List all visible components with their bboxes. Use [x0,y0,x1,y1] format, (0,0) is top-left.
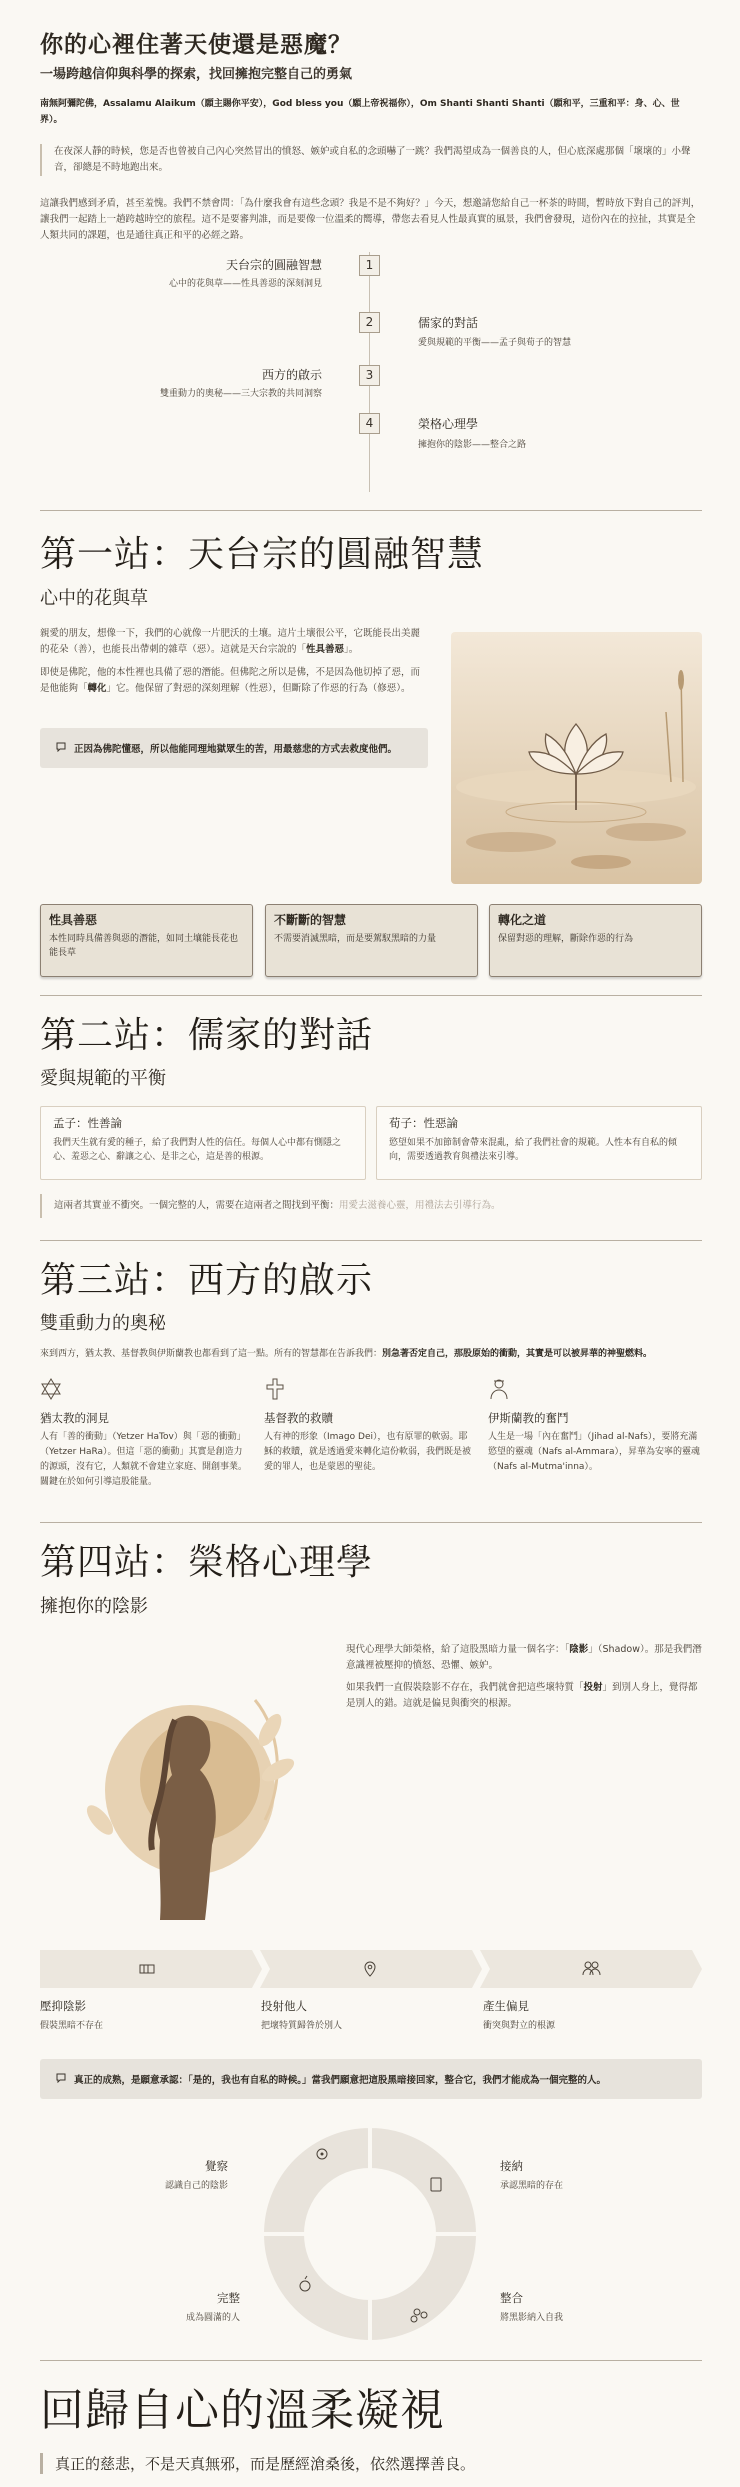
islam-item: 伊斯蘭教的奮鬥 人生是一場「內在奮鬥」（Jihad al-Nafs），要將充滿慾望的靈魂（Nafs al-Ammara），昇華為安寧的靈魂（Nafs al-Mutma'inna）。 [488,1378,702,1475]
step-project-desc: 把壞特質歸咎於別人 [261,2021,343,2031]
section-3-intro: 來到西方，猶太教、基督教與伊斯蘭教也都看到了這一點。所有的智慧都在告訴我們：別急著否定自己，那股原始的衝動，其實是可以被昇華的神聖燃料。 [40,1349,653,1359]
cross-icon [264,1385,286,1404]
section-1-subtitle: 心中的花與草 [40,588,148,609]
divider [40,1240,702,1241]
section-2-quote: 這兩者其實並不衝突。一個完整的人，需要在這兩者之間找到平衡：用愛去滋養心靈，用禮法去引導行為。 [40,1194,702,1218]
section-1-note: 正因為佛陀懂惡，所以他能同理地獄眾生的苦，用最慈悲的方式去救度他們。 [40,728,428,768]
section-4-note: 真正的成熟， 是願意承認：「是的，我也有自私的時候。」當我們願意把這股黑暗接回家，整合它，我們才能成為一個完整的人。 [40,2059,702,2099]
cycle-wholeness-desc: 成為圓滿的人 [185,2313,240,2323]
opening-quote: 在夜深人靜的時候，您是否也曾被自己內心突然冒出的憤怒、嫉妒或自私的念頭嚇了一跳？我們渴望成為一個善良的人，但心底深處那個「壞壞的」小聲音，卻總是不時地跑出來。 [40,144,702,176]
card-inherent-good-evil: 性具善惡 本性同時具備善與惡的潛能，如同土壤能長花也能長草 [40,904,253,977]
cycle-integration-title: 整合 [500,2291,523,2305]
page-subtitle: 一場跨越信仰與科學的探索，找回擁抱完整自己的勇氣 [40,67,353,82]
lotus-illustration [451,632,702,884]
integration-cycle [250,2114,490,2354]
process-chevrons [40,1950,702,1988]
chat-icon [56,2073,66,2086]
christianity-item: 基督教的救贖 人有神的形象（Imago Dei），也有原罪的軟弱。耶穌的救贖，就是透過愛來轉化這份軟弱，我們既是被愛的罪人，也是蒙恩的聖徒。 [264,1378,474,1475]
section-3-title: 第三站：西方的啟示 [40,1260,374,1301]
page-title: 你的心裡住著天使還是惡魔？ [40,31,352,58]
xunzi-box: 荀子：性惡論 慾望如果不加節制會帶來混亂，給了我們社會的規範。人性本有自私的傾向，需要透過教育與禮法來引導。 [376,1106,702,1180]
step-prejudice-desc: 衝突與對立的根源 [483,2021,556,2031]
cycle-awareness-desc: 認識自己的陰影 [164,2181,228,2191]
shadow-illustration [40,1640,330,1930]
star-of-david-icon [40,1385,62,1404]
step-suppress-title: 壓抑陰影 [40,1999,86,2013]
section-4-subtitle: 擁抱你的陰影 [40,1596,148,1617]
intro-paragraph: 這讓我們感到矛盾，甚至羞愧。我們不禁會問：「為什麼我會有這些念頭？我是不是不夠好？」今天，想邀請您給自己一杯茶的時間，暫時放下對自己的評判，讓我們一起踏上一趟跨越時空的旅程。這不是要審判誰，而是要像一位溫柔的嚮導，帶您去看見人性最真實的風景，我們會發現，這份內在的拉扯，其實是全人類共同的課題，也是通往真正和平的必經之路。 [40,198,701,241]
mencius-box: 孟子：性善論 我們天生就有愛的種子，給了我們對人性的信任。每個人心中都有惻隱之心、羞惡之心、辭讓之心、是非之心，這是善的根源。 [40,1106,366,1180]
card-non-severance: 不斷斷的智慧 不需要消滅黑暗，而是要駕馭黑暗的力量 [265,904,478,977]
divider [40,510,702,511]
chat-icon [56,742,66,755]
step-suppress-desc: 假裝黑暗不存在 [40,2021,104,2031]
section-2-title: 第二站：儒家的對話 [40,1015,374,1056]
figure-icon [488,1385,510,1404]
section-4-paragraph-2: 如果我們一直假裝陰影不存在，我們就會把這些壞特質「投射」到別人身上，覺得都是別人的錯。這就是偏見與衝突的根源。 [346,1682,698,1709]
closing-quote: 真正的慈悲，不是天真無邪，而是歷經滄桑後，依然選擇善良。 [40,2453,475,2474]
cycle-acceptance-desc: 承認黑暗的存在 [500,2181,564,2191]
section-1-title: 第一站：天台宗的圓融智慧 [40,534,485,575]
divider [40,995,702,996]
section-4-title: 第四站：榮格心理學 [40,1542,374,1583]
judaism-item: 猶太教的洞見 人有「善的衝動」（Yetzer HaTov）與「惡的衝動」（Yetzer HaRa）。但這「惡的衝動」其實是創造力的源頭，沒有它，人類就不會建立家庭、開創事業。關鍵在於如何引導這股能量。 [40,1378,250,1490]
step-project-title: 投射他人 [261,1999,307,2013]
divider [40,2360,702,2361]
section-3-subtitle: 雙重動力的奧秘 [40,1313,166,1334]
greeting: 南無阿彌陀佛，Assalamu Alaikum（願主賜你平安），God bless you（願上帝祝福你），Om Shanti Shanti Shanti（願和平，三重和平：身、心、世界）。 [40,99,680,125]
divider [40,1522,702,1523]
cycle-wholeness-title: 完整 [217,2291,240,2305]
cycle-awareness-title: 覺察 [205,2159,228,2173]
closing-title: 回歸自心的溫柔凝視 [40,2385,445,2436]
card-transformation: 轉化之道 保留對惡的理解，斷除作惡的行為 [489,904,702,977]
section-1-paragraph-1: 親愛的朋友，想像一下，我們的心就像一片肥沃的土壤。這片土壤很公平，它既能長出美麗的花朵（善），也能長出帶刺的雜草（惡）。這就是天台宗說的「性具善惡」。 [40,628,421,655]
cycle-acceptance-title: 接納 [500,2159,523,2173]
section-4-paragraph-1: 現代心理學大師榮格，給了這股黑暗力量一個名字：「陰影」（Shadow）。那是我們潛意識裡被壓抑的憤怒、恐懼、嫉妒。 [346,1644,702,1671]
cycle-integration-desc: 將黑影納入自我 [500,2313,564,2323]
section-2-subtitle: 愛與規範的平衡 [40,1068,166,1089]
section-1-paragraph-2: 即使是佛陀，他的本性裡也具備了惡的潛能。但佛陀之所以是佛，不是因為他切掉了惡，而是他能夠「轉化」它。他保留了對惡的深刻理解（性惡），但斷除了作惡的行為（修惡）。 [40,667,421,694]
step-prejudice-title: 產生偏見 [483,1999,529,2013]
